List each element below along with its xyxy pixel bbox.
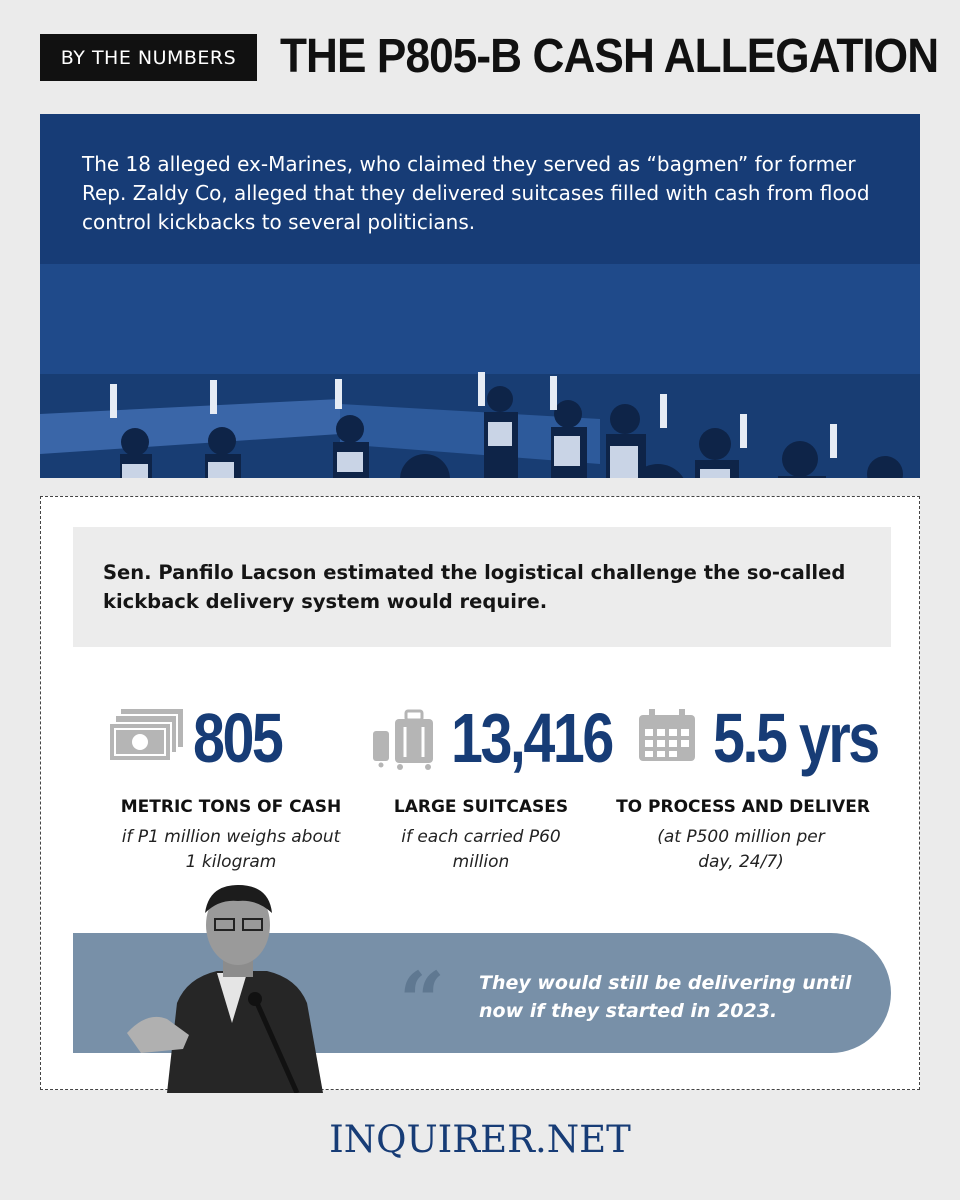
stat-suitcases — [371, 693, 612, 883]
stat-cash-value: 805 — [193, 699, 282, 777]
hero-text: The 18 alleged ex-Marines, who claimed they served as “bagmen” for former Rep. Zaldy Co, alleged that they delivered suitcases filled with cash from flood control kickbacks to several politicians. — [82, 152, 870, 234]
section-tag: BY THE NUMBERS — [40, 34, 257, 81]
page-title: THE P805-B CASH ALLEGATION — [280, 30, 939, 83]
stat-cash-note: if P1 million weighs about 1 kilogram — [121, 827, 341, 872]
stat-years-note: (at P500 million per day, 24/7) — [657, 827, 825, 872]
stat-suitcases-value: 13,416 — [451, 699, 612, 777]
calendar-icon — [639, 709, 695, 761]
stat-years — [611, 693, 891, 883]
callout-panel — [73, 527, 891, 647]
hero-photo — [40, 264, 920, 478]
stat-cash-label: METRIC TONS OF CASH — [120, 797, 342, 817]
inquirer-logo: INQUIRER.NET — [329, 1118, 631, 1161]
cash-icon — [109, 709, 185, 763]
stat-suitcases-note: if each carried P60 million — [401, 827, 561, 872]
stat-years-label: TO PROCESS AND DELIVER — [616, 797, 870, 817]
quote-text: They would still be delivering until now if they started in 2023. — [479, 972, 852, 1022]
stat-cash — [81, 693, 341, 883]
speaker-photo — [97, 883, 367, 1093]
suitcase-icon — [371, 709, 435, 771]
stat-years-value: 5.5 yrs — [713, 699, 878, 777]
hero-panel — [40, 114, 920, 478]
callout-text: Sen. Panfilo Lacson estimated the logistical challenge the so-called kickback delivery system would require. — [103, 561, 846, 613]
stat-suitcases-label: LARGE SUITCASES — [393, 797, 569, 817]
stats-box — [40, 496, 920, 1090]
quote-mark-icon: “ — [399, 954, 446, 1048]
